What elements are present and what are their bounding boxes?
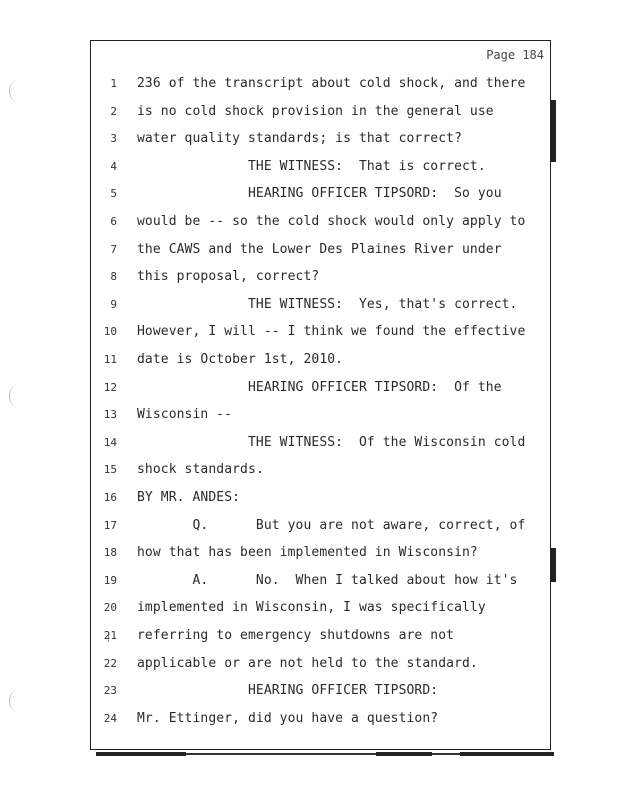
line-text: implemented in Wisconsin, I was specifically: [137, 600, 486, 616]
line-text: would be -- so the cold shock would only apply to: [137, 214, 526, 229]
line-text: the CAWS and the Lower Des Plaines River under: [137, 241, 502, 257]
line-number: 5: [110, 187, 117, 201]
line-number: 14: [103, 435, 117, 449]
transcript-line: [95, 380, 550, 407]
transcript-line: [95, 159, 550, 186]
line-text: A. No. When I talked about how it's: [137, 572, 518, 588]
transcript-line: [95, 490, 550, 517]
line-number: 2: [110, 104, 117, 118]
transcript-line: [95, 462, 550, 489]
line-number: 21: [103, 629, 117, 642]
line-text: this proposal, correct?: [137, 269, 320, 285]
line-text: THE WITNESS: That is correct.: [137, 158, 486, 174]
line-text: shock standards.: [137, 462, 264, 478]
line-number: 1: [110, 77, 117, 90]
transcript-line: [95, 242, 550, 269]
line-number: 11: [103, 353, 117, 366]
transcript-line: [95, 407, 550, 434]
transcript-line: [95, 545, 550, 572]
line-number: 8: [110, 270, 117, 284]
line-text: HEARING OFFICER TIPSORD: Of the: [137, 379, 502, 395]
transcript-line: [95, 518, 550, 545]
page-bottom-rule-segment: [460, 752, 554, 756]
line-text: how that has been implemented in Wisconsin?: [137, 545, 478, 561]
line-text: is no cold shock provision in the general use: [137, 103, 494, 119]
punch-hole-middle: [9, 385, 26, 407]
line-number: 24: [103, 711, 117, 725]
transcript-line: [95, 628, 550, 655]
line-text: referring to emergency shutdowns are not: [137, 628, 455, 643]
transcript-line: [95, 214, 550, 241]
transcript-line: [95, 573, 550, 600]
line-number: 16: [103, 491, 117, 504]
transcript-line: [95, 656, 550, 683]
transcript-line: [95, 324, 550, 351]
line-number: 9: [110, 297, 117, 311]
line-number: 15: [103, 463, 117, 477]
page-edge-bar: [551, 548, 556, 582]
page-edge-bar: [551, 100, 556, 162]
line-number: 22: [103, 656, 117, 670]
line-number: 18: [103, 546, 117, 560]
line-text: date is October 1st, 2010.: [137, 352, 344, 367]
line-text: THE WITNESS: Of the Wisconsin cold: [137, 434, 526, 450]
line-text: THE WITNESS: Yes, that's correct.: [137, 296, 518, 312]
transcript-line: [95, 186, 550, 213]
page-number: Page 184: [486, 48, 544, 62]
line-text: BY MR. ANDES:: [137, 490, 241, 505]
line-text: HEARING OFFICER TIPSORD: So you: [137, 186, 502, 202]
transcript-line: [95, 297, 550, 324]
line-text: Mr. Ettinger, did you have a question?: [137, 710, 439, 726]
page-bottom-rule-segment: [96, 752, 186, 756]
transcript-line: [95, 352, 550, 379]
transcript-line: [95, 711, 550, 738]
line-number: 12: [103, 380, 117, 394]
punch-hole-top: [9, 80, 26, 102]
transcript-line: [95, 600, 550, 627]
line-text: applicable or are not held to the standard.: [137, 655, 478, 671]
line-text: 236 of the transcript about cold shock, and there: [137, 76, 526, 91]
transcript-line: [95, 269, 550, 296]
transcript-line: [95, 76, 550, 103]
line-number: 6: [110, 215, 117, 228]
line-number: 13: [103, 408, 117, 422]
transcript-line: [95, 131, 550, 158]
line-text: Q. But you are not aware, correct, of: [137, 517, 526, 533]
line-text: HEARING OFFICER TIPSORD:: [137, 683, 439, 699]
page-bottom-rule-segment: [376, 752, 432, 756]
line-number: 19: [103, 573, 117, 587]
transcript-line: [95, 683, 550, 710]
line-number: 17: [103, 518, 117, 532]
line-text: water quality standards; is that correct?: [137, 131, 462, 147]
line-number: 23: [103, 684, 117, 698]
line-number: 20: [103, 601, 117, 615]
transcript-line: [95, 435, 550, 462]
line-text: Wisconsin --: [137, 407, 233, 423]
line-number: 7: [110, 242, 117, 256]
line-text: However, I will -- I think we found the effective: [137, 324, 526, 340]
line-number: 10: [103, 325, 117, 339]
line-number: 4: [110, 159, 117, 173]
punch-hole-bottom: [9, 690, 26, 712]
transcript-line: [95, 104, 550, 131]
line-number: 3: [110, 132, 117, 146]
